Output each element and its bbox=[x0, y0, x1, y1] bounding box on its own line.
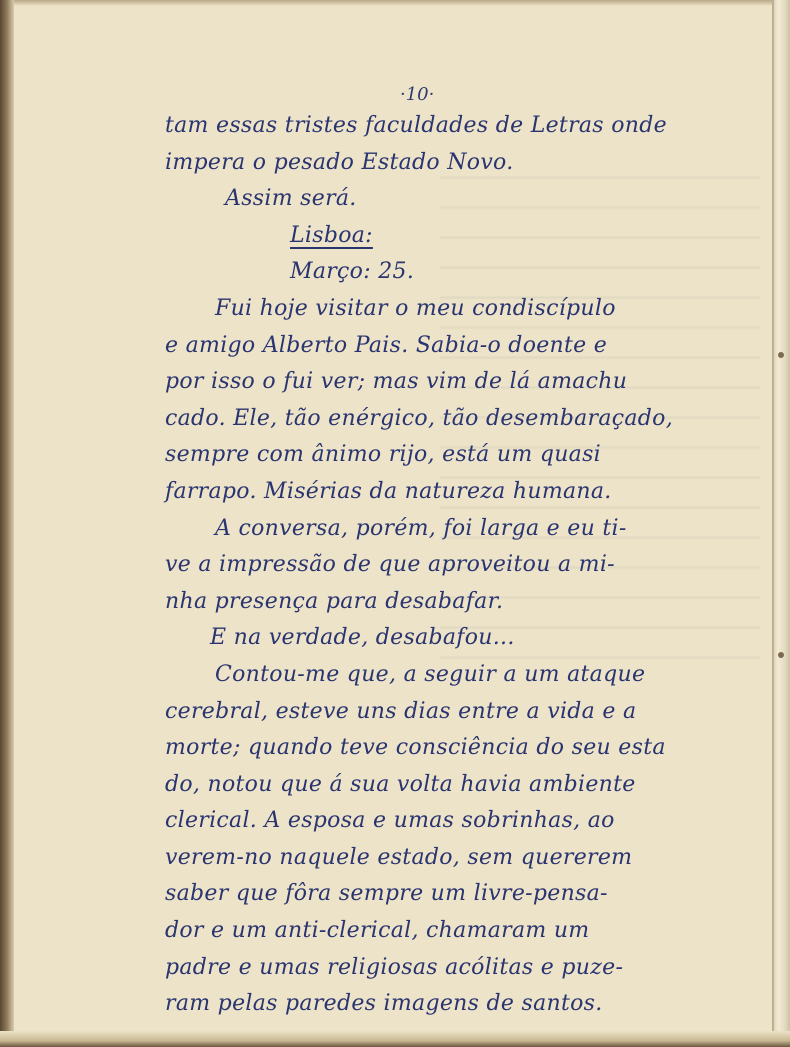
page-left-edge bbox=[0, 0, 14, 1047]
binding-fold bbox=[772, 0, 774, 1047]
page-top-edge bbox=[0, 0, 790, 6]
text-line: morte; quando teve consciência do seu esta bbox=[165, 735, 666, 761]
handwritten-text bbox=[165, 107, 680, 1022]
binding-stitch bbox=[778, 352, 784, 358]
text-line: verem-no naquele estado, sem quererem bbox=[165, 844, 633, 870]
text-line: E na verdade, desabafou... bbox=[210, 625, 515, 651]
text-line: padre e umas religiosas acólitas e puze- bbox=[165, 954, 624, 980]
text-line: sempre com ânimo rijo, está um quasi bbox=[165, 442, 602, 468]
text-line: do, notou que á sua volta havia ambiente bbox=[165, 771, 636, 797]
text-line: impera o pesado Estado Novo. bbox=[165, 149, 514, 175]
text-line: dor e um anti-clerical, chamaram um bbox=[165, 918, 590, 944]
text-line: cerebral, esteve uns dias entre a vida e a bbox=[165, 698, 637, 724]
text-line: saber que fôra sempre um livre-pensa- bbox=[165, 881, 608, 907]
text-line: cado. Ele, tão enérgico, tão desembaraçado, bbox=[165, 405, 674, 431]
text-line: ve a impressão de que aproveitou a mi- bbox=[165, 552, 615, 578]
text-line: clerical. A esposa e umas sobrinhas, ao bbox=[165, 808, 615, 834]
binding-stitch bbox=[778, 652, 784, 658]
text-line: A conversa, porém, foi larga e eu ti- bbox=[215, 515, 627, 541]
page-bottom-edge bbox=[0, 1031, 790, 1047]
text-line: e amigo Alberto Pais. Sabia-o doente e bbox=[165, 332, 608, 358]
place-heading: Lisboa: bbox=[290, 222, 373, 248]
text-line: nha presença para desabafar. bbox=[165, 588, 504, 614]
date-heading: Março: 25. bbox=[290, 259, 415, 285]
text-line: farrapo. Misérias da natureza humana. bbox=[165, 478, 612, 504]
binding-gutter bbox=[772, 0, 790, 1047]
text-line: Fui hoje visitar o meu condiscípulo bbox=[215, 295, 616, 321]
text-line: tam essas tristes faculdades de Letras onde bbox=[165, 113, 667, 138]
text-line: Assim será. bbox=[225, 186, 357, 212]
text-line bbox=[165, 217, 680, 254]
page-number: ·10· bbox=[400, 84, 435, 105]
text-line: ram pelas paredes imagens de santos. bbox=[165, 991, 603, 1017]
text-line: por isso o fui ver; mas vim de lá amachu bbox=[165, 369, 628, 395]
text-line: Contou-me que, a seguir a um ataque bbox=[215, 661, 646, 687]
